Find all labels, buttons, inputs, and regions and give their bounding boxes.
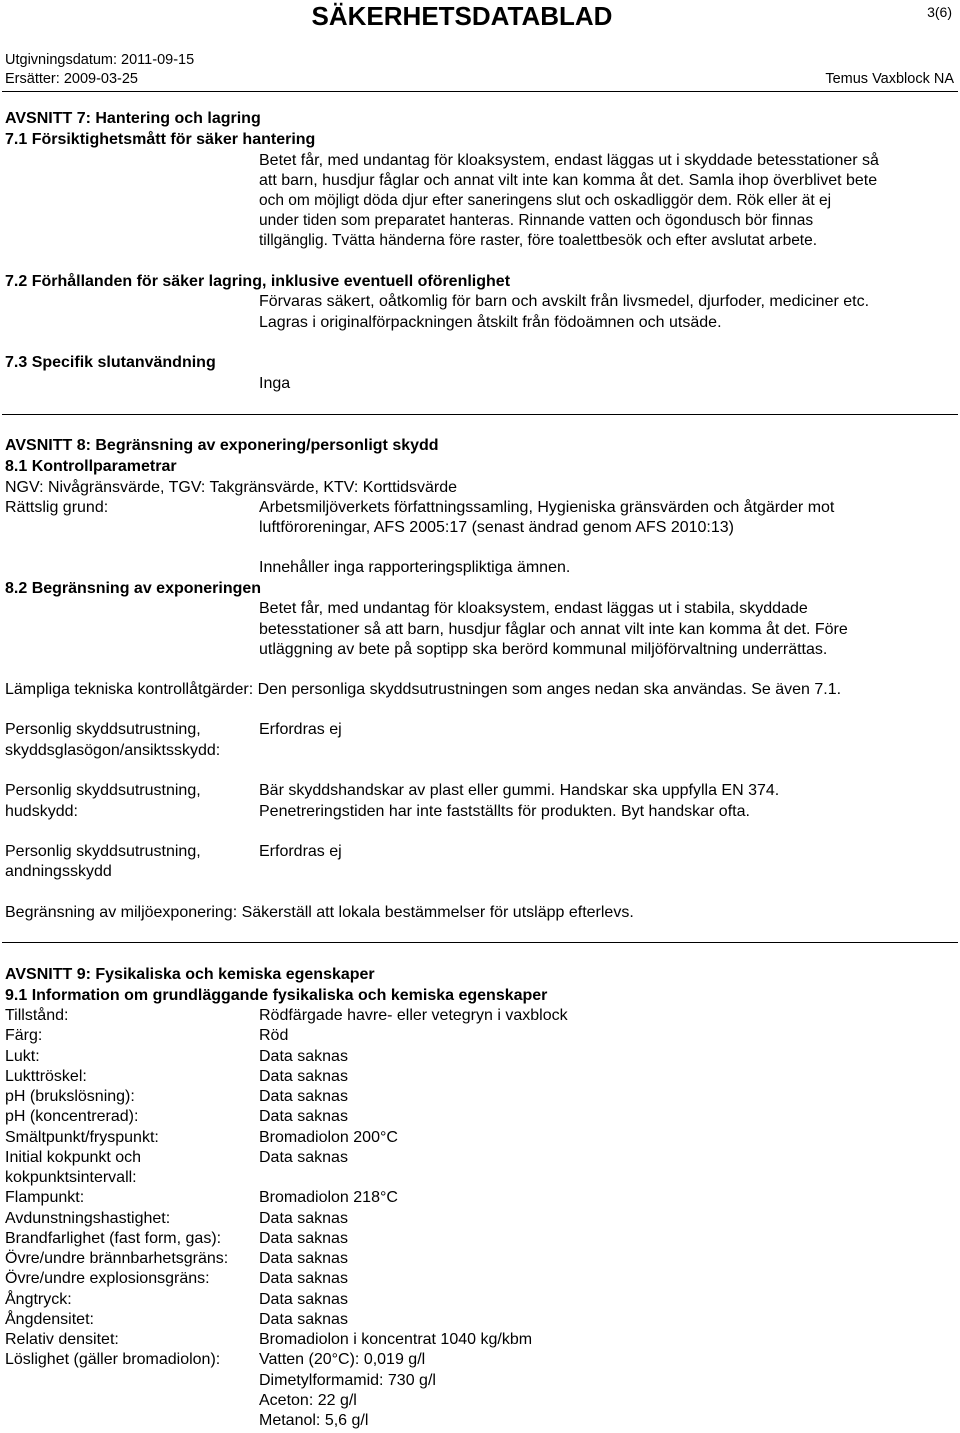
s71-line: att barn, husdjur fåglar och annat vilt inte kan komma åt det. Samla ihop överblivet bete xyxy=(259,172,878,189)
section-divider xyxy=(2,942,958,943)
property-value: Rödfärgade havre- eller vetegryn i vaxblock xyxy=(259,1007,568,1024)
environmental-exposure: Begränsning av miljöexponering: Säkerställ att lokala bestämmelser för utsläpp efterlevs. xyxy=(5,904,634,921)
property-value: Bromadiolon 200°C xyxy=(259,1128,398,1146)
section-divider xyxy=(2,414,958,415)
ppe-skin-label: hudskydd: xyxy=(5,803,78,820)
property-value: Data saknas xyxy=(259,1088,348,1105)
property-label: Övre/undre explosionsgräns: xyxy=(5,1270,210,1288)
property-value: Aceton: 22 g/l xyxy=(259,1391,357,1409)
property-value: Dimetylformamid: 730 g/l xyxy=(259,1371,436,1389)
property-value: Data saknas xyxy=(259,1209,348,1227)
s72-line: Lagras i originalförpackningen åtskilt från födoämnen och utsäde. xyxy=(259,314,722,331)
property-label: Ångtryck: xyxy=(5,1290,72,1308)
property-value: Data saknas xyxy=(259,1148,348,1166)
property-label: Lukt: xyxy=(5,1047,40,1065)
s71-line: tillgänglig. Tvätta händerna före raster, före toalettbesök och efter avslutat arbete. xyxy=(259,232,818,249)
issue-date: Utgivningsdatum: 2011-09-15 xyxy=(5,52,195,68)
no-reportable-substances: Innehåller inga rapporteringspliktiga ämnen. xyxy=(259,559,571,576)
ppe-resp-label: Personlig skyddsutrustning, xyxy=(5,843,201,860)
s82-line: Betet får, med undantag för kloaksystem, endast läggas ut i stabila, skyddade xyxy=(259,600,808,617)
ppe-skin-value: Penetreringstiden har inte fastställts för produkten. Byt handskar ofta. xyxy=(259,803,750,820)
technical-controls: Lämpliga tekniska kontrollåtgärder: Den personliga skyddsutrustningen som anges nedan ska användas. Se även 7.1. xyxy=(5,681,842,698)
property-label: pH (brukslösning): xyxy=(5,1088,135,1105)
legal-basis-label: Rättslig grund: xyxy=(5,499,109,516)
property-label: kokpunktsintervall: xyxy=(5,1169,137,1186)
subsection-8-2-title: 8.2 Begränsning av exponeringen xyxy=(5,580,262,597)
ppe-skin-value: Bär skyddshandskar av plast eller gummi. Handskar ska uppfylla EN 374. xyxy=(259,782,780,799)
property-label: Övre/undre brännbarhetsgräns: xyxy=(5,1250,229,1267)
property-value: Vatten (20°C): 0,019 g/l xyxy=(259,1351,426,1369)
property-value: Data saknas xyxy=(259,1047,348,1065)
ppe-eye-label: skyddsglasögon/ansiktsskydd: xyxy=(5,742,221,759)
property-label: Lukttröskel: xyxy=(5,1067,87,1085)
ppe-resp-value: Erfordras ej xyxy=(259,843,342,860)
property-label: Ångdensitet: xyxy=(5,1310,94,1328)
abbreviations: NGV: Nivågränsvärde, TGV: Takgränsvärde, KTV: Korttidsvärde xyxy=(5,479,458,496)
subsection-7-3-title: 7.3 Specifik slutanvändning xyxy=(5,354,216,371)
subsection-8-1-title: 8.1 Kontrollparametrar xyxy=(5,458,177,475)
product-name: Temus Vaxblock NA xyxy=(825,71,954,87)
legal-basis-line: Arbetsmiljöverkets författningssamling, Hygieniska gränsvärden och åtgärder mot xyxy=(259,499,835,516)
property-value: Data saknas xyxy=(259,1270,348,1288)
subsection-7-2-title: 7.2 Förhållanden för säker lagring, inklusive eventuell oförenlighet xyxy=(5,273,511,290)
property-label: Initial kokpunkt och xyxy=(5,1148,142,1166)
property-label: Tillstånd: xyxy=(5,1007,69,1024)
ppe-eye-value: Erfordras ej xyxy=(259,721,342,738)
s73-value: Inga xyxy=(259,375,291,392)
property-label: Relativ densitet: xyxy=(5,1331,119,1348)
ppe-skin-label: Personlig skyddsutrustning, xyxy=(5,782,201,799)
s71-line: under tiden som preparatet hanteras. Rinnande vatten och ögondusch bör finnas xyxy=(259,212,814,229)
header-divider xyxy=(2,91,958,92)
property-value: Data saknas xyxy=(259,1310,348,1328)
property-label: Löslighet (gäller bromadiolon): xyxy=(5,1351,221,1369)
ppe-resp-label: andningsskydd xyxy=(5,863,112,880)
property-label: Brandfarlighet (fast form, gas): xyxy=(5,1229,222,1247)
legal-basis-line: luftföroreningar, AFS 2005:17 (senast ändrad genom AFS 2010:13) xyxy=(259,519,734,536)
property-label: pH (koncentrerad): xyxy=(5,1108,139,1126)
s71-line: Betet får, med undantag för kloaksystem, endast läggas ut i skyddade betesstationer så xyxy=(259,152,879,169)
property-label: Avdunstningshastighet: xyxy=(5,1209,171,1227)
property-label: Smältpunkt/fryspunkt: xyxy=(5,1128,159,1146)
s71-line: och om möjligt döda djur efter saneringens slut och oskadliggör dem. Rök eller ät ej xyxy=(259,192,832,209)
property-value: Data saknas xyxy=(259,1108,348,1126)
property-label: Färg: xyxy=(5,1027,43,1045)
ppe-eye-label: Personlig skyddsutrustning, xyxy=(5,721,201,738)
property-value: Data saknas xyxy=(259,1290,348,1308)
property-value: Data saknas xyxy=(259,1067,348,1085)
property-label: Flampunkt: xyxy=(5,1189,85,1207)
property-value: Data saknas xyxy=(259,1229,348,1247)
section-8-title: AVSNITT 8: Begränsning av exponering/personligt skydd xyxy=(5,437,439,454)
section-7-title: AVSNITT 7: Hantering och lagring xyxy=(5,110,261,127)
subsection-9-1-title: 9.1 Information om grundläggande fysikaliska och kemiska egenskaper xyxy=(5,987,548,1004)
property-value: Bromadiolon 218°C xyxy=(259,1189,398,1207)
s82-line: betesstationer så att barn, husdjur fåglar och annat vilt inte kan komma åt det. Före xyxy=(259,621,848,638)
page-number: 3(6) xyxy=(927,4,952,20)
s72-line: Förvaras säkert, oåtkomlig för barn och avskilt från livsmedel, djurfoder, mediciner etc. xyxy=(259,293,870,310)
property-value: Metanol: 5,6 g/l xyxy=(259,1412,369,1429)
document-title: SÄKERHETSDATABLAD xyxy=(311,1,613,31)
section-9-title: AVSNITT 9: Fysikaliska och kemiska egenskaper xyxy=(5,966,375,983)
property-value: Bromadiolon i koncentrat 1040 kg/kbm xyxy=(259,1331,533,1348)
property-value: Röd xyxy=(259,1027,289,1045)
s82-line: utläggning av bete på soptipp ska berörd kommunal miljöförvaltning underrättas. xyxy=(259,641,828,658)
replaces-date: Ersätter: 2009-03-25 xyxy=(5,71,138,87)
property-value: Data saknas xyxy=(259,1250,348,1267)
subsection-7-1-title: 7.1 Försiktighetsmått för säker hantering xyxy=(5,131,316,148)
